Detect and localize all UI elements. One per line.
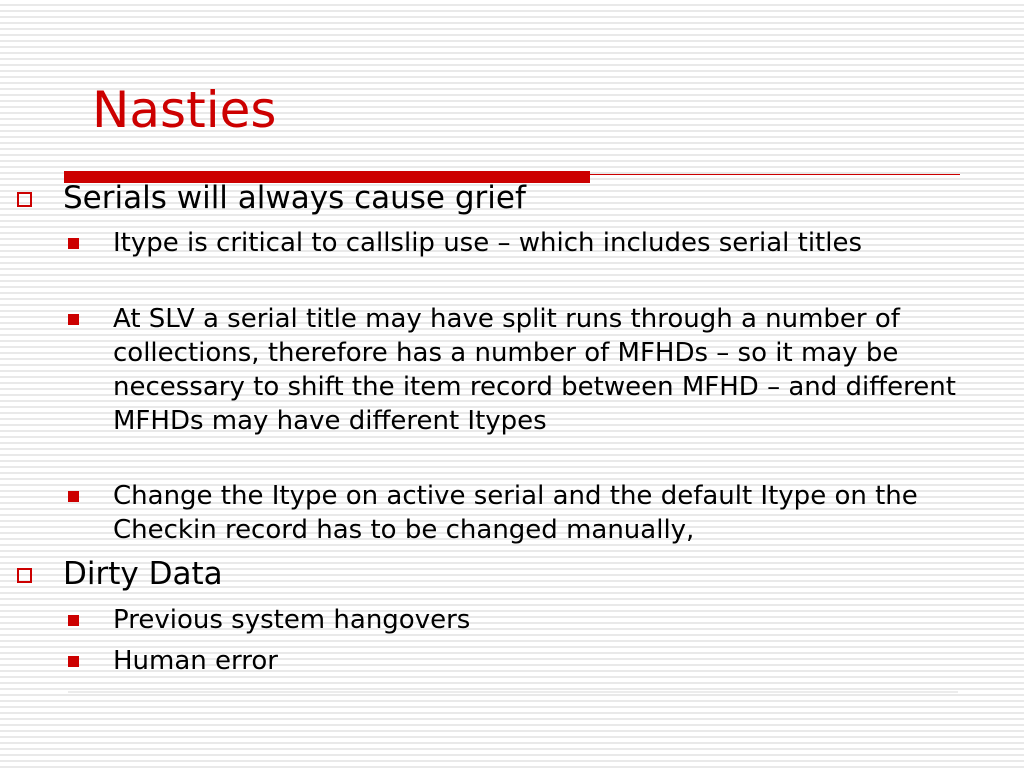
filled-square-icon [68,656,79,667]
sub-bullet-text: Change the Itype on active serial and the default Itype on the Checkin record has to be changed manually, [113,481,918,545]
filled-square-icon [68,238,79,249]
filled-square-icon [68,314,79,325]
bullet-text: Serials will always cause grief [63,180,526,216]
sub-bullet-text: Itype is critical to callslip use – which includes serial titles [113,228,863,258]
bullet-text: Dirty Data [63,556,223,592]
sub-bullet-text: Human error [113,646,278,676]
sub-bullet-text: Previous system hangovers [113,605,471,635]
filled-square-icon [68,491,79,502]
hollow-square-icon [17,192,32,207]
filled-square-icon [68,615,79,626]
slide-title: Nasties [92,81,277,139]
footer-divider [68,691,958,693]
hollow-square-icon [17,568,32,583]
sub-bullet-text: At SLV a serial title may have split runs through a number of collections, therefore has a number of MFHDs – so it may be necessary to shift the item record between MFHD – and different MFHDs may have different Itypes [113,304,956,436]
